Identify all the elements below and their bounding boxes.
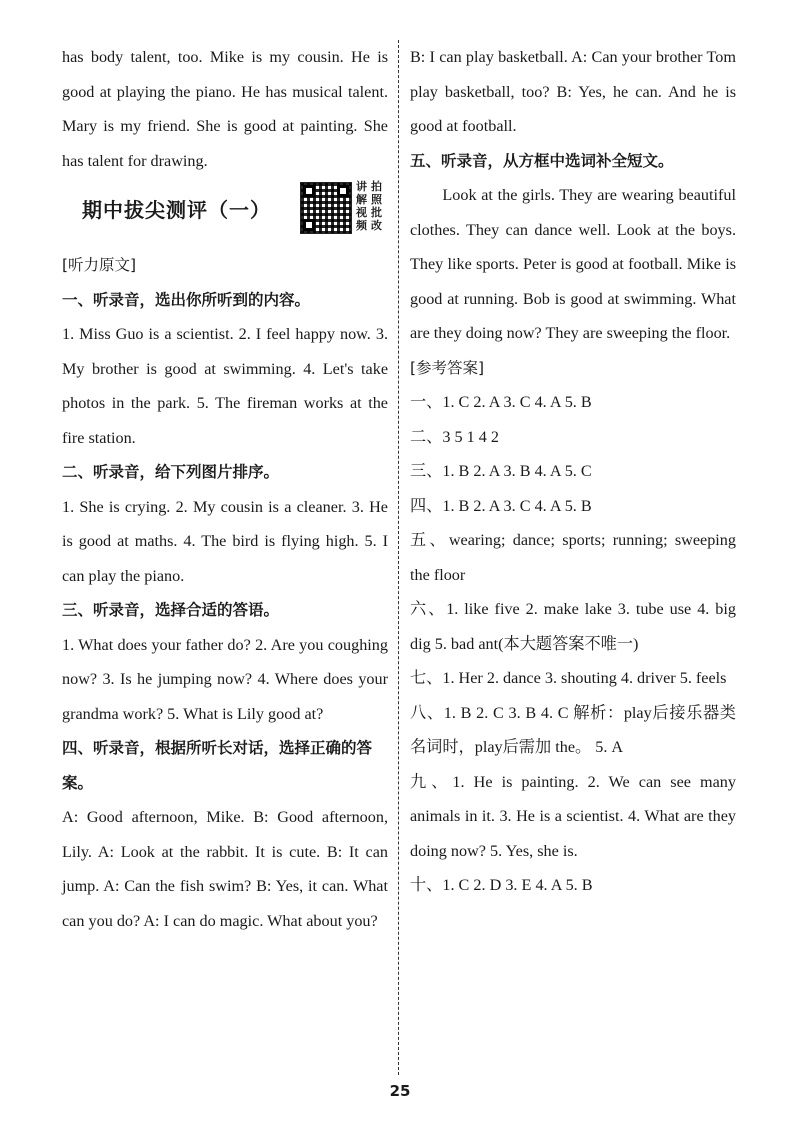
answer-3: 三、1. B 2. A 3. B 4. A 5. C <box>410 462 592 480</box>
answer-1: 一、1. C 2. A 3. C 4. A 5. B <box>410 393 592 411</box>
qr-caption: 讲 拍 解 照 视 批 频 改 <box>356 180 382 232</box>
answer-7: 七、1. Her 2. dance 3. shouting 4. driver 5. feels <box>410 669 727 687</box>
answer-10: 十、1. C 2. D 3. E 4. A 5. B <box>410 876 593 894</box>
left-column <box>62 40 388 938</box>
test-title: 期中拔尖测评（一） <box>82 198 271 222</box>
answer-2: 二、3 5 1 4 2 <box>410 427 500 446</box>
answer-5: 五、wearing; dance; sports; running; sweeping the floor <box>410 531 736 584</box>
column-divider <box>398 40 399 1075</box>
answer-8: 八、1. B 2. C 3. B 4. C 解析：play后接乐器类名词时，play后需加 the。 5. A <box>410 703 736 756</box>
section-4-text: A: Good afternoon, Mike. B: Good afternoon, Lily. A: Look at the rabbit. It is cute. B: It can jump. A: Can the fish swim? B: Yes, it can. What can you do? A: I can do magic. What about you? <box>62 808 388 930</box>
section-5-heading: 五、听录音，从方框中选词补全短文。 <box>410 151 674 170</box>
answer-9: 九、1. He is painting. 2. We can see many animals in it. 3. He is a scientist. 4. What are they doing now? 5. Yes, she is. <box>410 772 736 860</box>
title-row <box>62 178 388 248</box>
section-3-heading: 三、听录音，选择合适的答语。 <box>62 601 280 619</box>
section-5-text: Look at the girls. They are wearing beautiful clothes. They can dance well. Look at the boys. They like sports. Peter is good at football. Mike is good at running. Bob is good at swimming. What are they doing now? They are sweeping the floor. <box>410 186 736 342</box>
section-1-text: 1. Miss Guo is a scientist. 2. I feel happy now. 3. My brother is good at swimming. 4. Let's take photos in the park. 5. The fireman works at the fire station. <box>62 325 388 447</box>
section-2-heading: 二、听录音，给下列图片排序。 <box>62 463 280 481</box>
listening-script-header: [听力原文] <box>62 256 137 274</box>
answer-6: 六、1. like five 2. make lake 3. tube use 4. big dig 5. bad ant(本大题答案不唯一) <box>410 600 736 653</box>
section-4-continued: B: I can play basketball. A: Can your brother Tom play basketball, too? B: Yes, he can. And he is good at football. <box>410 48 736 135</box>
intro-paragraph: has body talent, too. Mike is my cousin. He is good at playing the piano. He has musical talent. Mary is my friend. She is good at painting. She has talent for drawing. <box>62 48 388 170</box>
answers-header: [参考答案] <box>410 358 485 377</box>
section-2-text: 1. She is crying. 2. My cousin is a cleaner. 3. He is good at maths. 4. The bird is flying high. 5. I can play the piano. <box>62 497 388 585</box>
section-4-heading: 四、听录音，根据所听长对话，选择正确的答案。 <box>62 739 373 792</box>
page-number: 25 <box>389 1082 411 1100</box>
qr-code-icon[interactable] <box>300 182 352 234</box>
answer-4: 四、1. B 2. A 3. C 4. A 5. B <box>410 496 592 515</box>
section-3-text: 1. What does your father do? 2. Are you coughing now? 3. Is he jumping now? 4. Where does your grandma work? 5. What is Lily good at? <box>62 635 388 723</box>
section-1-heading: 一、听录音，选出你所听到的内容。 <box>62 290 311 309</box>
right-column <box>410 40 736 903</box>
